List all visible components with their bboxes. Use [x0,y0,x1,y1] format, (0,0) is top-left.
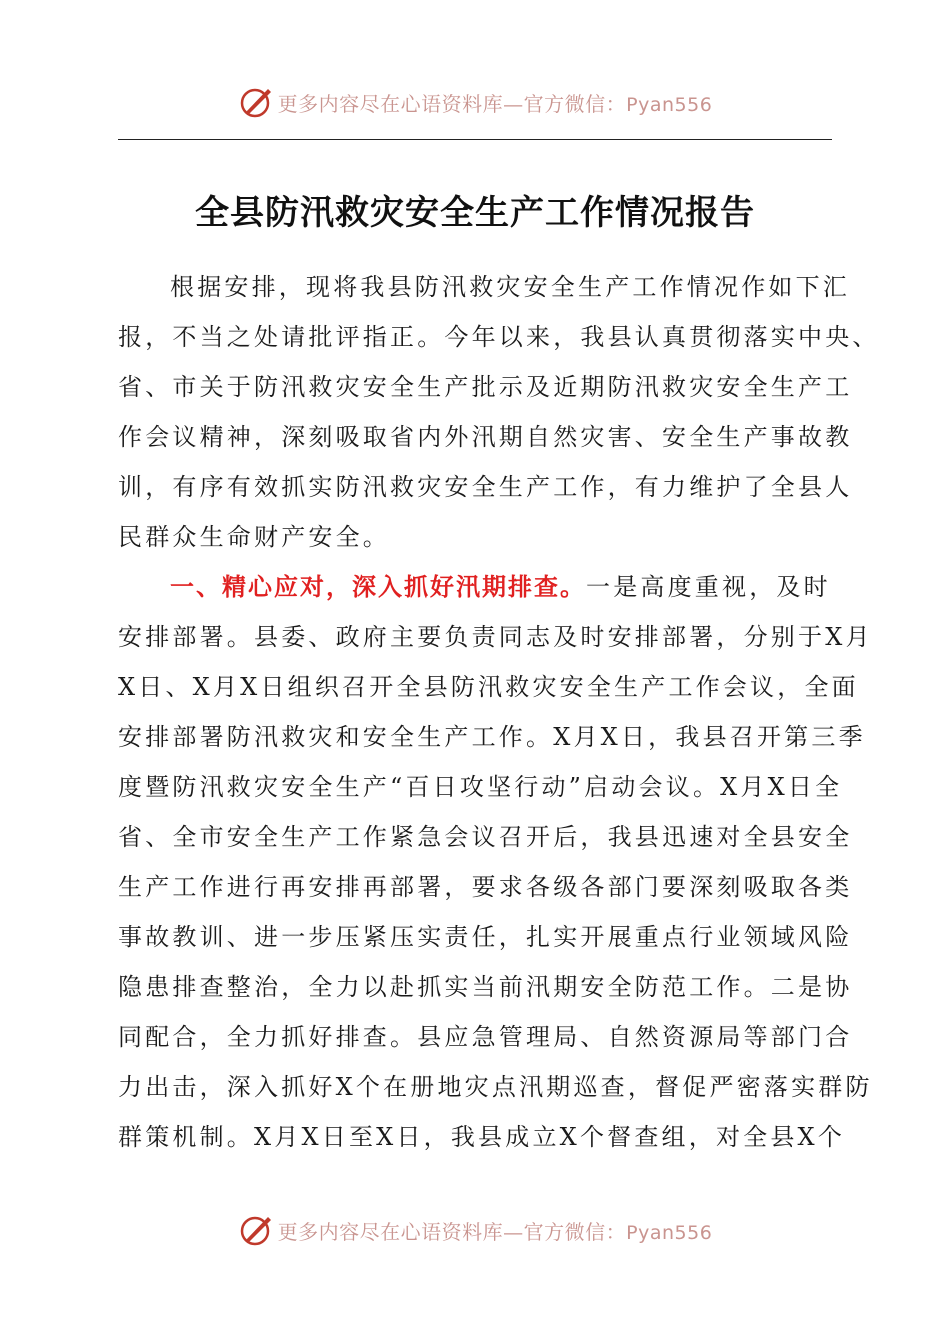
header-divider [118,139,832,140]
banner-label: 更多内容尽在心语资料库—官方微信： [277,1219,627,1244]
paragraph-line: 隐患排查整治，全力以赴抓实当前汛期安全防范工作。二是协 [118,973,853,1001]
footer-banner [0,1210,950,1250]
paragraph-line: 民群众生命财产安全。 [118,523,390,551]
paragraph-line: 度暨防汛救灾安全生产“百日攻坚行动”启动会议。X月X日全 [118,773,843,801]
paragraph-line: 同配合，全力抓好排查。县应急管理局、自然资源局等部门合 [118,1023,853,1051]
paragraph-line: 省、全市安全生产工作紧急会议召开后，我县迅速对全县安全 [118,823,853,851]
paragraph-line: X日、X月X日组织召开全县防汛救灾安全生产工作会议，全面 [118,673,859,701]
quill-pen-logo-icon [238,1212,274,1248]
section-heading-line [118,562,846,612]
banner-text [278,1216,713,1245]
paragraph-text: 一是高度重视，及时 [586,573,831,601]
paragraph-line: 省、市关于防汛救灾安全生产批示及近期防汛救灾安全生产工 [118,373,853,401]
paragraph-line: 作会议精神，深刻吸取省内外汛期自然灾害、安全生产事故教 [118,423,853,451]
banner-text [278,88,713,117]
paragraph-line: 力出击，深入抓好X个在册地灾点汛期巡查，督促严密落实群防 [118,1073,873,1101]
section-heading: 一、精心应对，深入抓好汛期排查。 [170,573,586,601]
banner-wechat-id: Pyan556 [626,1221,713,1244]
paragraph-line: 报，不当之处请批评指正。今年以来，我县认真贯彻落实中央、 [118,323,880,351]
document-title: 全县防汛救灾安全生产工作情况报告 [195,193,755,233]
document-body [118,262,880,1162]
paragraph-line: 生产工作进行再安排再部署，要求各级各部门要深刻吸取各类 [118,873,853,901]
header-banner [0,82,950,122]
banner-wechat-id: Pyan556 [626,93,713,116]
paragraph-line: 群策机制。X月X日至X日，我县成立X个督查组，对全县X个 [118,1123,846,1151]
paragraph-line: 根据安排，现将我县防汛救灾安全生产工作情况作如下汇 [170,273,850,301]
quill-pen-logo-icon [238,84,274,120]
paragraph-line: 事故教训、进一步压紧压实责任，扎实开展重点行业领域风险 [118,923,853,951]
banner-label: 更多内容尽在心语资料库—官方微信： [277,91,627,116]
paragraph-line: 安排部署。县委、政府主要负责同志及时安排部署，分别于X月 [118,623,873,651]
paragraph-line: 安排部署防汛救灾和安全生产工作。X月X日，我县召开第三季 [118,723,866,751]
paragraph-line: 训，有序有效抓实防汛救灾安全生产工作，有力维护了全县人 [118,473,853,501]
